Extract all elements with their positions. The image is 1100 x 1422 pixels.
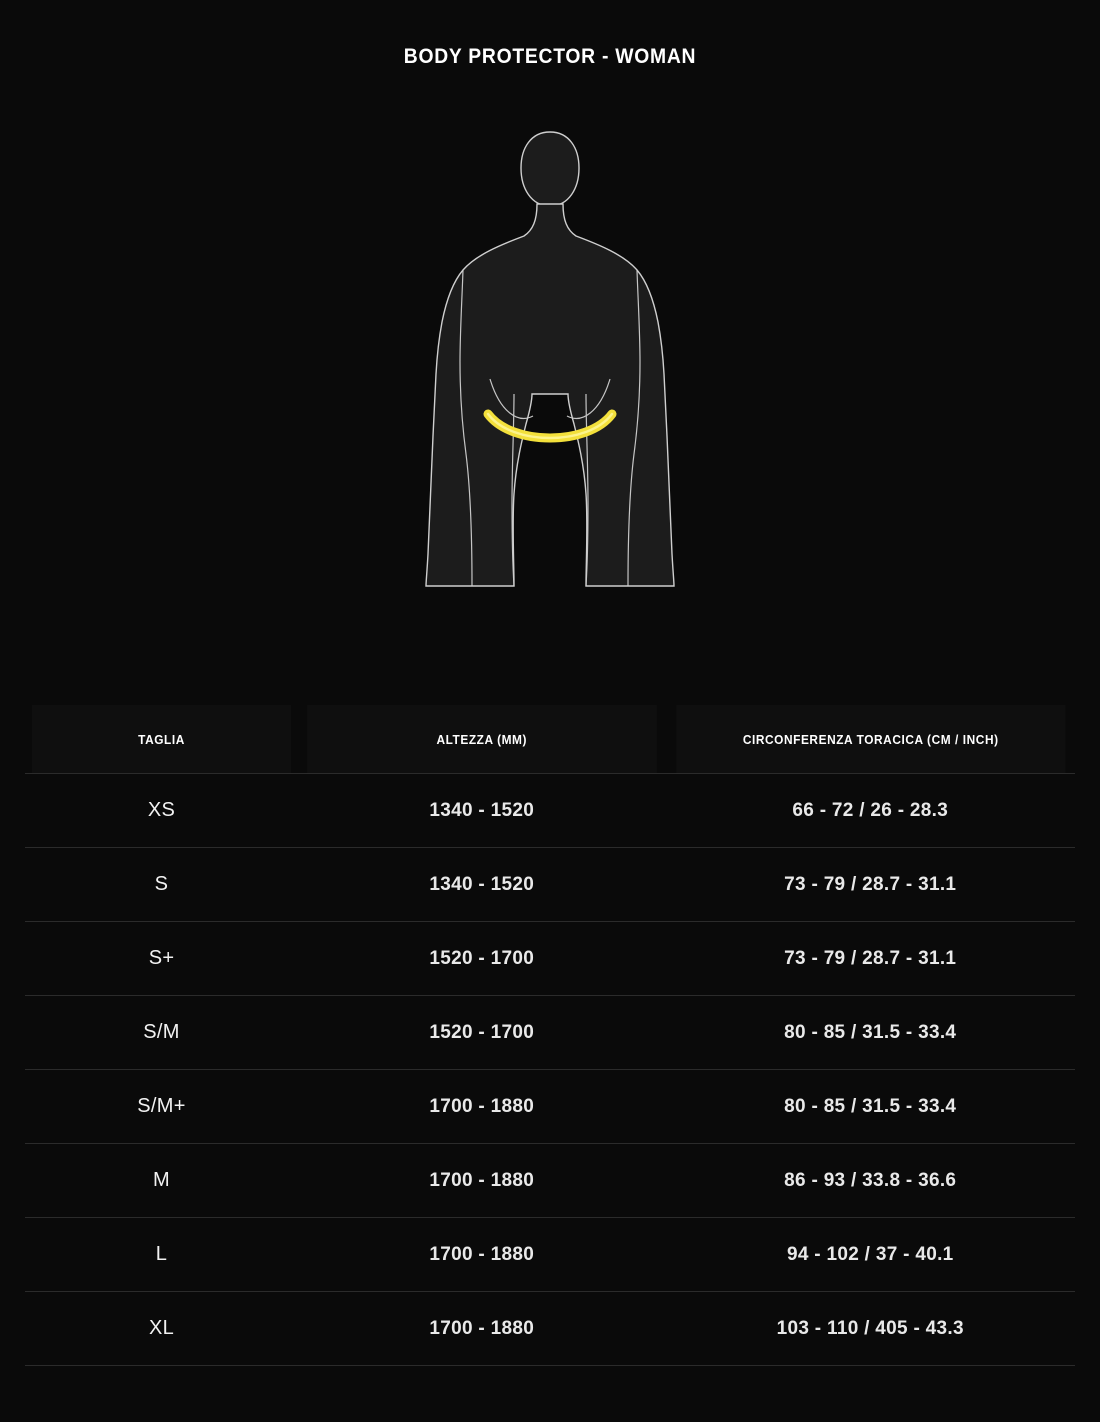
table-header-row: [25, 705, 1075, 774]
table-row: [25, 1218, 1075, 1292]
cell-size: S/M: [25, 996, 298, 1070]
table-row: [25, 1144, 1075, 1218]
woman-torso-chest-measure-illustration: [390, 124, 710, 594]
table-row: [25, 1292, 1075, 1366]
cell-height: 1700 - 1880: [298, 1144, 666, 1218]
size-table: [25, 705, 1075, 1365]
cell-size: L: [25, 1218, 298, 1292]
cell-size: M: [25, 1144, 298, 1218]
cell-height: 1340 - 1520: [298, 848, 666, 922]
cell-chest: 86 - 93 / 33.8 - 36.6: [666, 1144, 1076, 1218]
cell-chest: 66 - 72 / 26 - 28.3: [666, 774, 1076, 848]
table-row: [25, 922, 1075, 996]
cell-size: S+: [25, 922, 298, 996]
size-table-container: [25, 705, 1075, 1366]
column-header-height: ALTEZZA (MM): [307, 705, 656, 774]
table-head: [25, 705, 1075, 774]
table-bottom-divider: [25, 1365, 1075, 1366]
cell-chest: 73 - 79 / 28.7 - 31.1: [666, 922, 1076, 996]
column-header-chest: CIRCONFERENZA TORACICA (CM / INCH): [676, 705, 1065, 774]
table-row: [25, 996, 1075, 1070]
cell-height: 1520 - 1700: [298, 922, 666, 996]
cell-size: S/M+: [25, 1070, 298, 1144]
table-row: [25, 1070, 1075, 1144]
page-title: BODY PROTECTOR - WOMAN: [403, 45, 697, 68]
cell-size: XL: [25, 1292, 298, 1366]
cell-height: 1700 - 1880: [298, 1070, 666, 1144]
cell-height: 1340 - 1520: [298, 774, 666, 848]
cell-height: 1520 - 1700: [298, 996, 666, 1070]
cell-size: XS: [25, 774, 298, 848]
table-body: [25, 774, 1075, 1366]
cell-chest: 94 - 102 / 37 - 40.1: [666, 1218, 1076, 1292]
cell-height: 1700 - 1880: [298, 1218, 666, 1292]
cell-height: 1700 - 1880: [298, 1292, 666, 1366]
cell-chest: 80 - 85 / 31.5 - 33.4: [666, 996, 1076, 1070]
table-row: [25, 774, 1075, 848]
table-row: [25, 848, 1075, 922]
column-header-size: TAGLIA: [32, 705, 291, 774]
cell-chest: 73 - 79 / 28.7 - 31.1: [666, 848, 1076, 922]
cell-size: S: [25, 848, 298, 922]
cell-chest: 80 - 85 / 31.5 - 33.4: [666, 1070, 1076, 1144]
figure-container: [0, 79, 1100, 639]
cell-chest: 103 - 110 / 405 - 43.3: [666, 1292, 1076, 1366]
